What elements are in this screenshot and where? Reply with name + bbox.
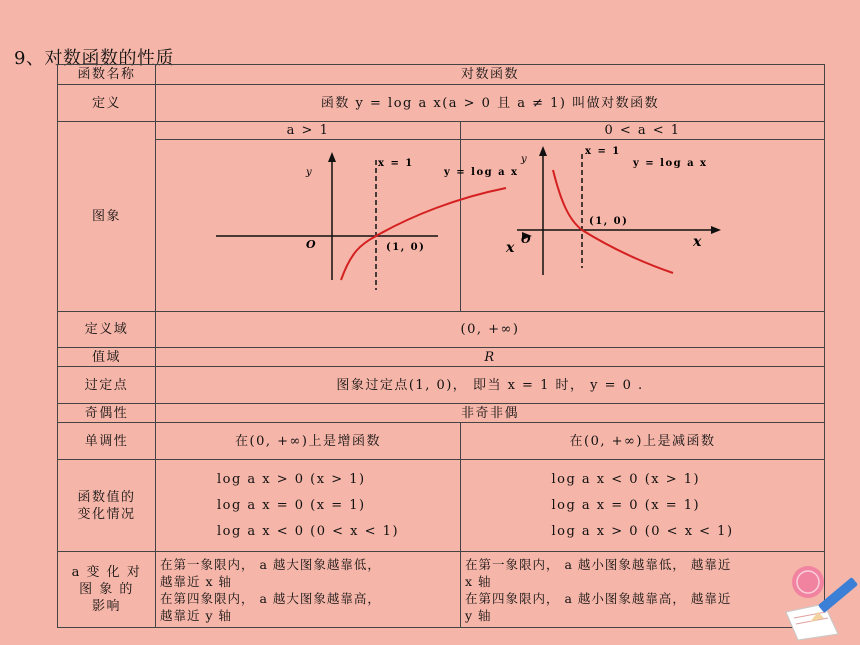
domain-row — [58, 312, 825, 348]
origin-label: O — [521, 233, 533, 246]
effect-case2-line: 在第一象限内， a 越小图象越靠低， 越靠近 — [465, 556, 732, 572]
effect-case2-line: 在第四象限内， a 越小图象越靠高， 越靠近 — [465, 590, 732, 606]
y-axis-label: y — [521, 154, 529, 165]
value-change-case2-item: log a x < 0 (x > 1) — [551, 471, 701, 487]
effect-case1-line: 在第一象限内， a 越大图象越靠低， — [160, 556, 381, 572]
value-change-case1-item: log a x > 0 (x > 1) — [216, 471, 366, 487]
value-change-case2 — [461, 460, 825, 552]
effect-case2 — [461, 552, 825, 628]
effect-label-line1: a 变 化 对 — [71, 565, 142, 580]
graph-header-row — [58, 122, 825, 140]
definition-text: 函数 y = log a x(a > 0 且 a ≠ 1) 叫做对数函数 — [156, 85, 825, 122]
effect-case1-line: 在第四象限内， a 越大图象越靠高， — [160, 590, 381, 606]
monotonic-label: 单调性 — [58, 423, 156, 460]
effect-case1-line: 越靠近 x 轴 — [160, 573, 232, 589]
fixed-point-value: 图象过定点(1, 0)， 即当 x = 1 时， y = 0 . — [156, 367, 825, 404]
monotonic-case2: 在(0, +∞)上是减函数 — [461, 423, 825, 460]
value-change-case2-item: log a x > 0 (0 < x < 1) — [551, 523, 734, 539]
range-row — [58, 348, 825, 367]
graph-increasing — [156, 140, 519, 306]
value-change-row — [58, 460, 825, 552]
effect-case2-line: x 轴 — [465, 573, 492, 589]
asymptote-label: x = 1 — [378, 158, 414, 169]
y-axis-arrow — [328, 152, 336, 162]
fixed-point-row — [58, 367, 825, 404]
graph-case2-cell — [461, 140, 825, 312]
fixed-point-label: 过定点 — [58, 367, 156, 404]
value-change-label-line2: 变化情况 — [77, 506, 136, 522]
effect-label — [58, 552, 156, 628]
parity-row — [58, 404, 825, 423]
value-change-label-line1: 函数值的 — [77, 489, 136, 505]
x-axis-arrow — [711, 226, 721, 234]
asymptote-label: x = 1 — [585, 146, 621, 157]
graph-decreasing — [461, 140, 825, 306]
table-header-row — [58, 65, 825, 85]
definition-row — [58, 85, 825, 122]
curve-label: y = log a x — [444, 167, 519, 178]
value-change-case1 — [156, 460, 461, 552]
y-axis-label: y — [306, 167, 314, 178]
x-axis-label: x — [693, 234, 703, 250]
graph-label: 图象 — [58, 122, 156, 312]
header-log-function: 对数函数 — [156, 65, 825, 85]
x-axis-label: x — [506, 240, 516, 256]
effect-row — [58, 552, 825, 628]
monotonic-row — [58, 423, 825, 460]
page-title: 9、对数函数的性质 — [14, 48, 174, 69]
parity-label: 奇偶性 — [58, 404, 156, 423]
value-change-label — [58, 460, 156, 552]
value-change-case1-item: log a x < 0 (0 < x < 1) — [216, 523, 400, 539]
monotonic-case1: 在(0, +∞)上是增函数 — [156, 423, 461, 460]
curve-label: y = log a x — [633, 158, 708, 169]
header-function-name: 函数名称 — [58, 65, 156, 85]
origin-label: O — [306, 238, 318, 251]
pencil-paper-icon — [780, 560, 858, 640]
effect-label-line3: 影响 — [91, 599, 121, 614]
domain-value: (0, +∞) — [156, 312, 825, 348]
y-axis-arrow — [539, 146, 547, 156]
point-label: (1, 0) — [589, 216, 629, 227]
point-label: (1, 0) — [386, 242, 426, 253]
graph-case1-header: a > 1 — [156, 122, 461, 140]
graph-case2-header: 0 < a < 1 — [461, 122, 825, 140]
graph-row — [58, 140, 825, 312]
domain-label: 定义域 — [58, 312, 156, 348]
definition-label: 定义 — [58, 85, 156, 122]
range-label: 值域 — [58, 348, 156, 367]
log-properties-table — [57, 64, 825, 628]
value-change-case1-item: log a x = 0 (x = 1) — [216, 497, 366, 513]
value-change-case2-item: log a x = 0 (x = 1) — [551, 497, 701, 513]
effect-case2-line: y 轴 — [465, 607, 492, 623]
range-value: R — [156, 348, 825, 367]
graph-case1-cell — [156, 140, 519, 312]
effect-case1 — [156, 552, 461, 628]
effect-label-line2: 图 象 的 — [79, 582, 134, 597]
effect-case1-line: 越靠近 y 轴 — [160, 607, 233, 623]
parity-value: 非奇非偶 — [156, 404, 825, 423]
